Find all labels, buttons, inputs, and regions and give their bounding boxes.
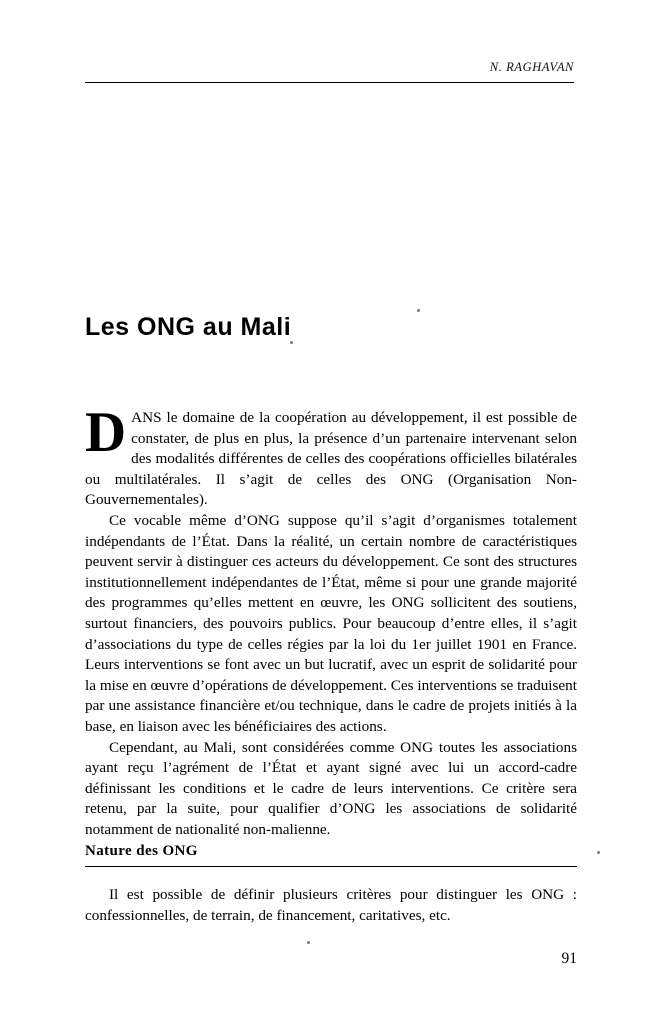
body-text-column — [85, 401, 577, 840]
running-head: N. RAGHAVAN — [489, 60, 574, 74]
page-title: Les ONG au Mali — [85, 312, 292, 341]
section-heading: Nature des ONG — [85, 843, 198, 859]
print-speck — [307, 941, 310, 944]
paragraph-3: Cependant, au Mali, sont considérées comme ONG toutes les associations ayant reçu l’agrément de l’État et ayant signé avec lui un accord-cadre définissant les conditions et le cadre de leurs interventions. Ce critère sera retenu, par la suite, pour qualifier d’ONG les associations de solidarité notamment de nationalité non-malienne. — [85, 738, 577, 838]
section-paragraph-1: Il est possible de définir plusieurs critères pour distinguer les ONG : confessionnelles, de terrain, de financement, caritatives, etc. — [85, 886, 577, 924]
paragraph-2: Ce vocable même d’ONG suppose qu’il s’agit d’organismes totalement indépendants de l’État. Dans la réalité, un certain nombre de caractéristiques peuvent servir à distinguer ces acteurs du développement. Ce sont des structures institutionnellement indépendantes de l’État, même si pour une grande majorité des programmes qu’elles mettent en œuvre, les ONG sollicitent des soutiens, surtout financiers, des pouvoirs publics. Pour beaucoup d’entre elles, il s’agit d’associations du type de celles régies par la loi du 1er juillet 1901 en France. Leurs interventions se font avec un but lucratif, avec un esprit de solidarité pour la mise en œuvre d’opérations de développement. Ces interventions se traduisent par une assistance financière et/ou technique, dans le cadre de projets initiés à la base, en liaison avec les bénéficiaires des actions. — [85, 511, 577, 735]
paragraph-1 — [85, 401, 577, 511]
drop-cap: D — [85, 401, 127, 464]
page-number: 91 — [561, 950, 577, 967]
paragraph-1-text: ANS le domaine de la coopération au développement, il est possible de constater, de plus en plus, la présence d’un partenaire intervenant selon des modalités différentes de celles des coopérations officielles bilatérales ou multilatérales. Il s’agit de celles des ONG (Organisation Non-Gouvernementales). — [85, 409, 577, 509]
section-heading-rule — [85, 866, 577, 867]
section-body — [85, 885, 577, 926]
print-speck — [417, 309, 420, 312]
print-speck — [290, 341, 293, 344]
print-speck — [597, 851, 600, 854]
running-head-rule — [85, 82, 574, 83]
